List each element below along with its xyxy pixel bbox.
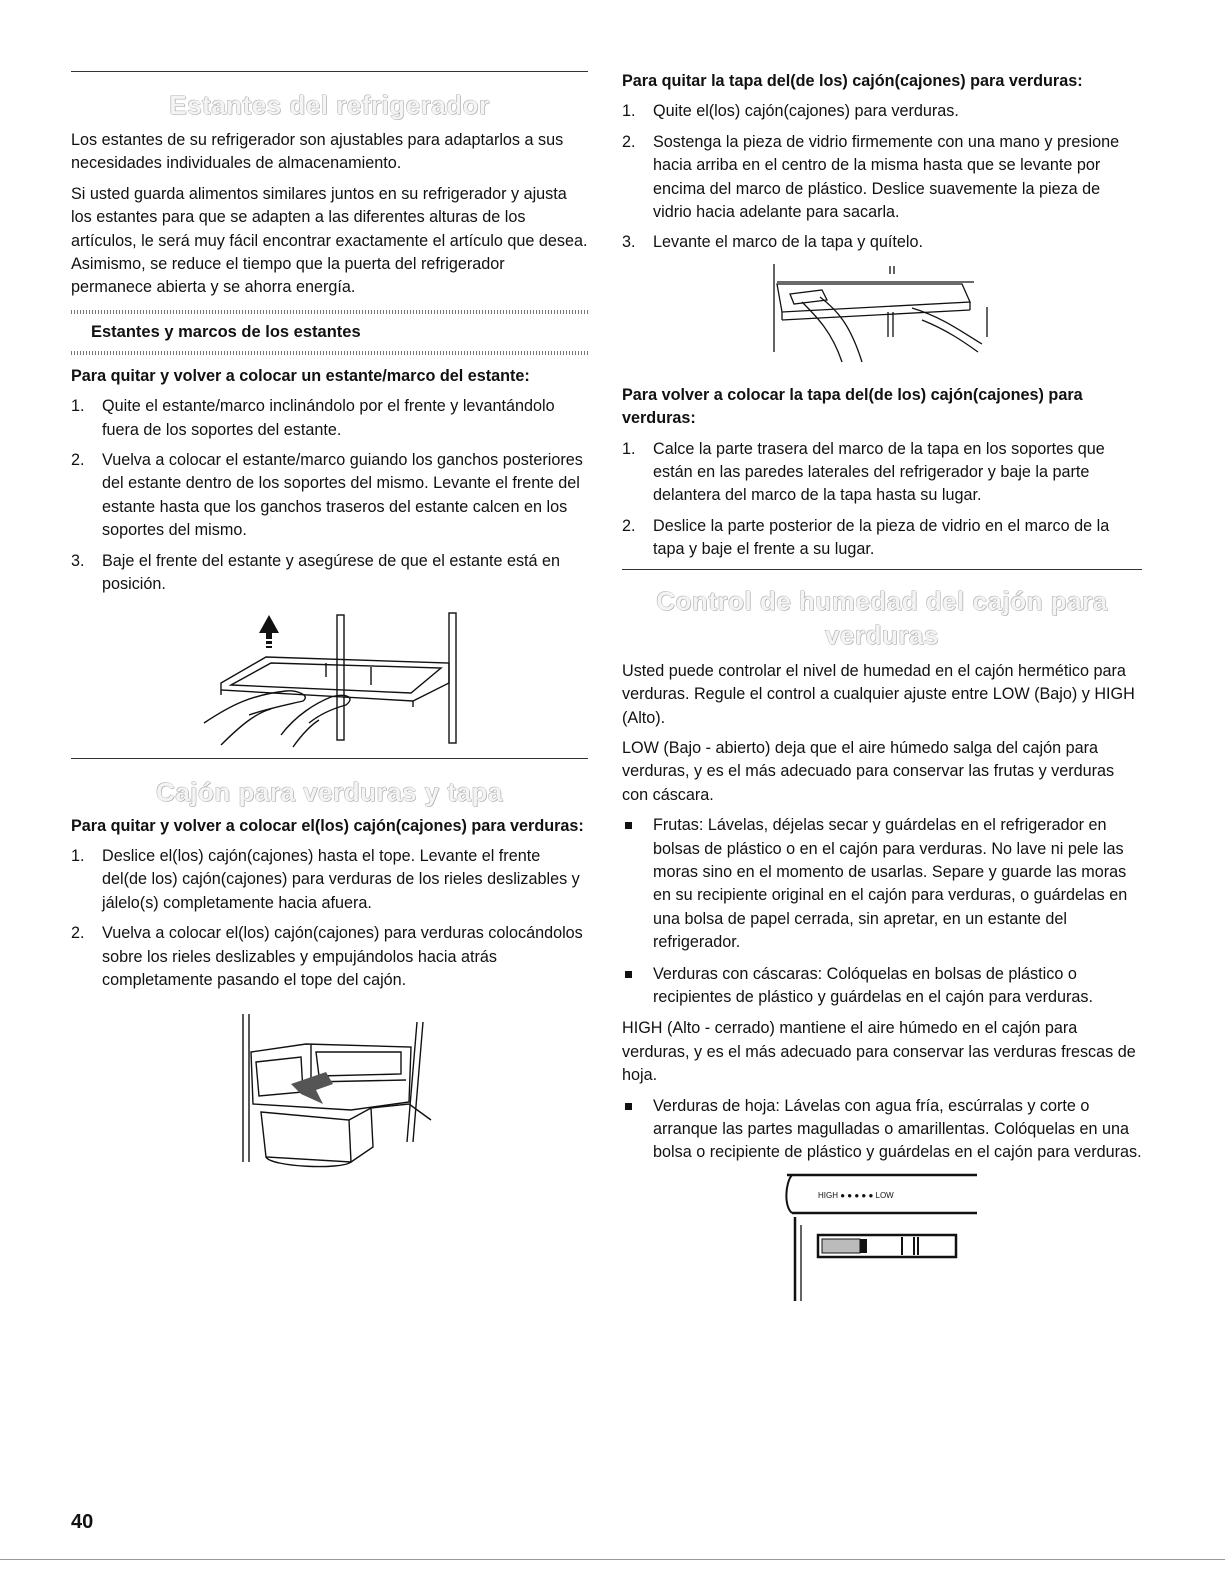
step-number: 1. (71, 397, 85, 416)
humidity-low: LOW (Bajo - abierto) deja que el aire húmedo salga del cajón para verduras, y es el más adecuado para conservar las frutas y verduras con cáscara. (622, 738, 1115, 804)
right-column (622, 0, 1142, 1303)
left-column (71, 0, 588, 1172)
step-text: Baje el frente del estante y asegúrese de que el estante está en posición. (102, 551, 561, 594)
step-number: 2. (622, 132, 636, 151)
pull-arrow-icon (291, 1072, 333, 1104)
list-item (622, 814, 1142, 954)
remove-cover-steps (622, 100, 1142, 254)
list-item (622, 515, 1142, 562)
step-number: 3. (71, 551, 85, 570)
section-rule (71, 758, 588, 759)
step-text: Calce la parte trasera del marco de la tapa en los soportes que están en las paredes laterales del refrigerador y baje la parte delantera del marco de la tapa hasta su lugar. (653, 439, 1105, 505)
step-text: Deslice el(los) cajón(cajones) hasta el tope. Levante el frente del(de los) cajón(cajones) para verduras de los rieles deslizables y jálelo(s) completamente hacia afuera. (102, 846, 580, 912)
heading-crisper: Cajón para verduras y tapa (156, 776, 503, 807)
humidity-control-illustration (622, 1173, 1142, 1303)
step-number: 2. (71, 924, 85, 943)
step-text: Vuelva a colocar el(los) cajón(cajones) para verduras colocándolos sobre los rieles deslizables y empujándolos hacia atrás completamente pasando el tope del cajón. (102, 924, 583, 989)
heading-humidity: Control de humedad del cajón para verduras (656, 585, 1108, 650)
instr-replace-cover: Para volver a colocar la tapa del(de los) cajón(cajones) para verduras: (622, 385, 1083, 428)
up-arrow-icon (259, 615, 279, 633)
humidity-high: HIGH (Alto - cerrado) mantiene el aire húmedo en el cajón para verduras, y es el más adecuado para conservar las verduras frescas de hoja. (622, 1019, 1136, 1085)
step-number: 1. (622, 102, 636, 121)
shelves-paragraph: Si usted guarda alimentos similares juntos en su refrigerador y ajusta los estantes para que se adapten a las diferentes alturas de los artículos, le será muy fácil encontrar exactamente el artículo que desea. Asimismo, se reduce el tiempo que la puerta del refrigerador permanece abierta y se ahorra energía. (71, 184, 588, 297)
instr-crisper: Para quitar y volver a colocar el(los) cajón(cajones) para verduras: (71, 816, 584, 835)
step-number: 3. (622, 233, 636, 252)
step-text: Quite el estante/marco inclinándolo por el frente y levantándolo fuera de los soportes del estante. (102, 397, 555, 439)
hatch-rule (71, 351, 588, 355)
subhead-box (71, 310, 588, 355)
step-number: 2. (622, 516, 636, 535)
bullet-text: Frutas: Lávelas, déjelas secar y guárdelas en el refrigerador en bolsas de plástico o en el cajón para verduras. No lave ni pele las moras sino en el momento de usarlas. Separe y guarde las moras en su recipiente original en el cajón para verduras, o guárdelas en una bolsa de papel cerrada, sin apretar, en un estante del refrigerador. (653, 816, 1128, 952)
bullet-icon (625, 1103, 632, 1110)
instr-shelf: Para quitar y volver a colocar un estante/marco del estante: (71, 366, 530, 385)
list-item (71, 922, 588, 992)
bullet-text: Verduras de hoja: Lávelas con agua fría, escúrralas y corte o arranque las partes magulladas o amarillentas. Colóquelas en una bolsa o recipiente de plástico y guárdelas en el cajón para verduras. (653, 1096, 1142, 1162)
crisper-illustration (71, 1012, 588, 1172)
high-bullets (622, 1095, 1142, 1165)
section-rule (71, 71, 588, 72)
page-bottom-rule (0, 1559, 1225, 1560)
humidity-intro: Usted puede controlar el nivel de humedad en el cajón hermético para verduras. Regule el control a cualquier ajuste entre LOW (Bajo) y HIGH (Alto). (622, 661, 1135, 727)
cover-illustration (622, 262, 1142, 372)
list-item (71, 449, 588, 543)
bullet-icon (625, 822, 632, 829)
shelf-illustration (71, 605, 588, 750)
step-number: 1. (71, 846, 85, 865)
step-text: Vuelva a colocar el estante/marco guiando los ganchos posteriores del estante dentro de los soportes del mismo. Levante el frente del estante hasta que los ganchos traseros del estante calcen en los soportes del mismo. (102, 451, 583, 540)
shelf-steps (71, 395, 588, 596)
humidity-scale-label: HIGH ● ● ● ● ● LOW (818, 1190, 894, 1200)
list-item (622, 963, 1142, 1010)
shelves-intro: Los estantes de su refrigerador son ajustables para adaptarlos a sus necesidades individuales de almacenamiento. (71, 131, 564, 173)
step-number: 2. (71, 451, 85, 470)
step-number: 1. (622, 439, 636, 458)
step-text: Levante el marco de la tapa y quítelo. (653, 233, 923, 252)
list-item (71, 845, 588, 915)
crisper-steps (71, 845, 588, 992)
bullet-icon (625, 971, 632, 978)
heading-shelves: Estantes del refrigerador (169, 90, 490, 120)
step-text: Quite el(los) cajón(cajones) para verduras. (653, 102, 959, 121)
replace-cover-steps (622, 438, 1142, 562)
page-number: 40 (71, 1511, 94, 1533)
list-item (622, 100, 1142, 123)
step-text: Sostenga la pieza de vidrio firmemente con una mano y presione hacia arriba en el centro de la misma hasta que se levante por encima del marco de plástico. Deslice suavemente la pieza de vidrio hacia adelante para sacarla. (653, 132, 1120, 222)
low-bullets (622, 814, 1142, 1009)
list-item (622, 131, 1142, 225)
list-item (622, 1095, 1142, 1165)
list-item (622, 231, 1142, 254)
list-item (71, 550, 588, 597)
subhead-shelves: Estantes y marcos de los estantes (91, 322, 361, 341)
section-rule (622, 569, 1142, 570)
list-item (622, 438, 1142, 508)
bullet-text: Verduras con cáscaras: Colóquelas en bolsas de plástico o recipientes de plástico y guárdelas en el cajón para verduras. (653, 964, 1094, 1006)
list-item (71, 395, 588, 442)
step-text: Deslice la parte posterior de la pieza de vidrio en el marco de la tapa y baje el frente a su lugar. (653, 516, 1110, 559)
instr-remove-cover: Para quitar la tapa del(de los) cajón(cajones) para verduras: (622, 72, 1083, 90)
